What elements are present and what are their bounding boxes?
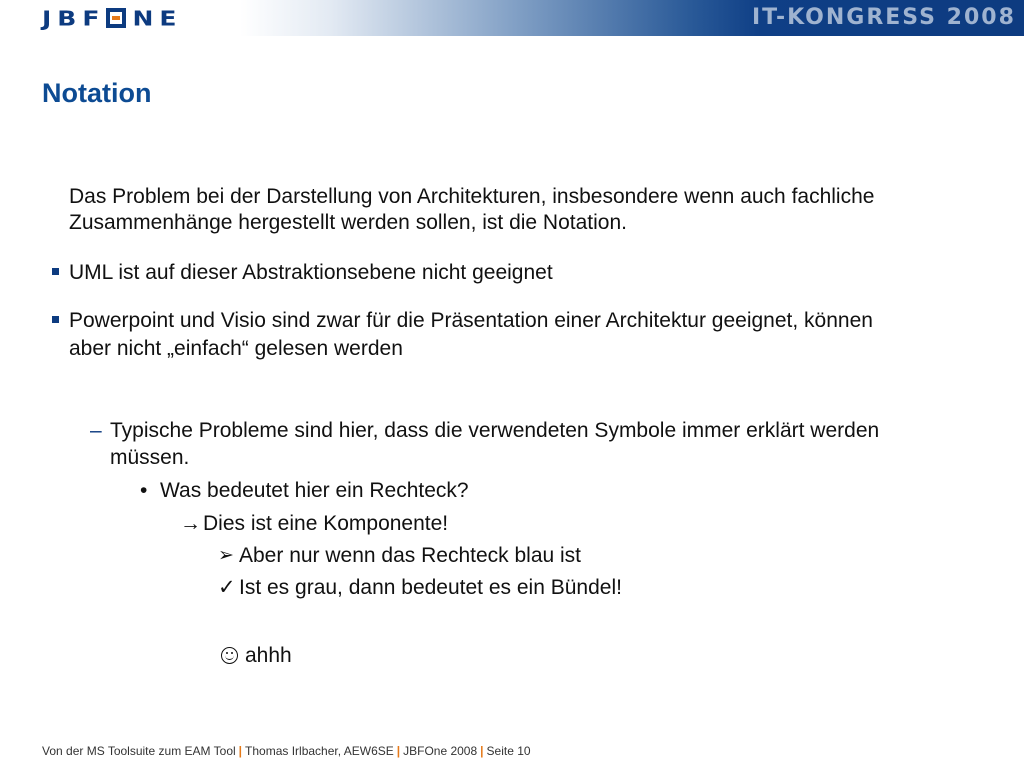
checkmark-icon: ✓	[218, 576, 236, 599]
sub-1-line-2: müssen.	[110, 446, 190, 469]
intro-line-2: Zusammenhänge hergestellt werden sollen, ist die Notation.	[69, 211, 627, 234]
jbfone-logo	[42, 5, 182, 31]
sub-2-text: Was bedeutet hier ein Rechteck?	[160, 479, 469, 502]
sub-1-line-1: Typische Probleme sind hier, dass die verwendeten Symbole immer erklärt werden	[110, 419, 880, 442]
footer-title: Von der MS Toolsuite zum EAM Tool	[42, 744, 236, 758]
dash-bullet-icon: –	[90, 419, 102, 442]
bullet-2-line-2: aber nicht „einfach“ gelesen werden	[69, 337, 403, 360]
square-bullet-icon	[52, 268, 59, 275]
chevron-bullet-icon: ➢	[218, 545, 234, 566]
bullet-2-line-1: Powerpoint und Visio sind zwar für die Präsentation einer Architektur geeignet, können	[69, 309, 873, 332]
logo-text-left: JBF	[42, 6, 106, 30]
square-bullet-icon	[52, 316, 59, 323]
slide-footer	[42, 744, 531, 758]
footer-separator: |	[480, 744, 484, 758]
footer-author: Thomas Irlbacher, AEW6SE	[245, 744, 394, 758]
slide-title: Notation	[42, 78, 152, 108]
footer-separator: |	[238, 744, 243, 758]
footer-event: JBFOne 2008	[403, 744, 478, 758]
right-arrow-icon: →	[180, 512, 201, 535]
sub-3-text: Dies ist eine Komponente!	[203, 512, 449, 535]
slide-header-banner	[0, 0, 1024, 36]
bullet-1-text: UML ist auf dieser Abstraktionsebene nicht geeignet	[69, 261, 553, 284]
intro-line-1: Das Problem bei der Darstellung von Architekturen, insbesondere wenn auch fachliche	[69, 185, 875, 208]
sub-5-text: Ist es grau, dann bedeutet es ein Bündel!	[239, 576, 622, 599]
smiley-text: ahhh	[245, 644, 292, 667]
event-title: IT-KONGRESS 2008	[752, 5, 1016, 30]
sub-4-text: Aber nur wenn das Rechteck blau ist	[239, 544, 582, 567]
smiley-icon	[221, 647, 238, 664]
logo-text-right: NE	[132, 6, 183, 30]
footer-page-number: Seite 10	[486, 744, 531, 758]
logo-o-icon	[106, 8, 126, 28]
footer-separator: |	[396, 744, 401, 758]
dot-bullet-icon: •	[140, 479, 148, 502]
